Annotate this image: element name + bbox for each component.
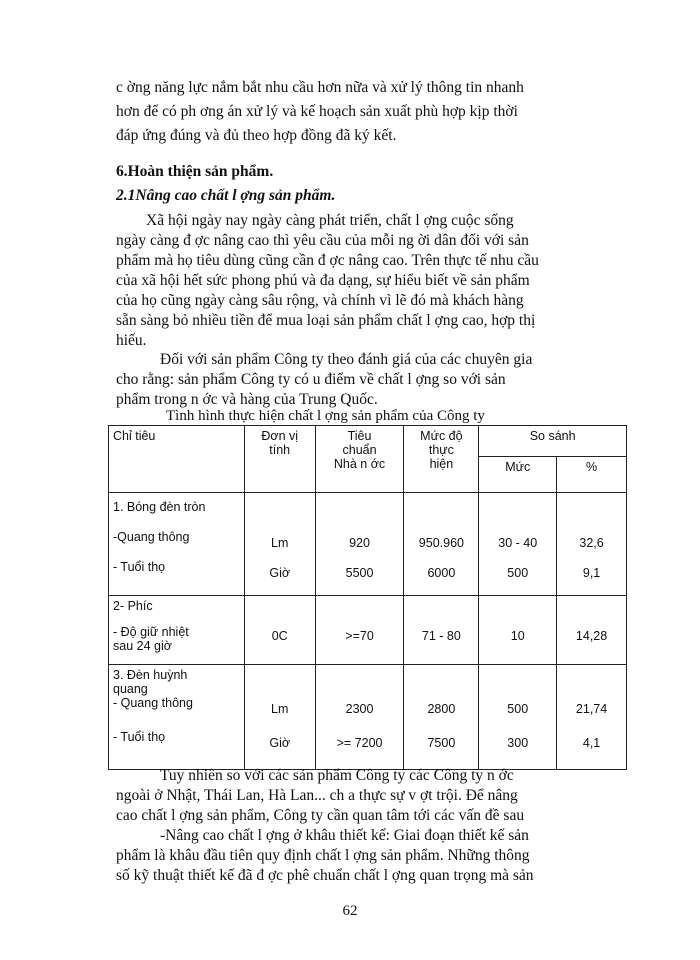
cell-unit: Lm Giờ [244,665,315,770]
table-caption: Tình hình thực hiện chất l ợng sản phẩm của Công ty [166,408,485,424]
paragraph-comparison [116,766,616,826]
cell-unit: Lm Giờ [244,493,315,596]
cell-standard: 920 5500 [315,493,404,596]
paragraph-design [116,826,616,886]
quality-table [108,425,627,770]
header-don-vi: Đơn vị tính [244,426,315,493]
text-line: cho rằng: sản phẩm Công ty có u điểm về chất l ợng so với sản [116,371,506,388]
text-line: ngày càng đ ợc nâng cao thì yêu cầu của mỗi ng ời dân đối với sản [116,232,529,249]
header-so-sanh: So sánh [479,426,627,457]
cell-pct: 21,74 4,1 [557,665,627,770]
text-line: Tuy nhiên so với các sản phẩm Công ty các Công ty n ớc [160,767,514,784]
text-line: của xã hội hết sức phong phú và đa dạng, sự hiểu biết về sản phẩm [116,272,530,289]
text-line: sẵn sàng bỏ nhiều tiền để mua loại sản phẩm chất l ợng cao, hợp thị [116,312,536,329]
text-line: Đối với sản phẩm Công ty theo đánh giá của các chuyên gia [160,351,533,368]
cell-diff: 10 [479,596,557,665]
table-row [109,596,627,665]
header-pct: % [557,457,627,493]
text-line: cao chất l ợng sản phẩm, Công ty cần quan tâm tới các vấn đề sau [116,807,525,824]
text-line: của họ cũng ngày càng sâu rộng, và chính vì lẽ đó mà khách hàng [116,292,524,309]
section-heading: 6.Hoàn thiện sản phẩm. [116,163,274,180]
text-line: ngoài ở Nhật, Thái Lan, Hà Lan... ch a thực sự v ợt trội. Để nâng [116,787,518,804]
cell-diff: 30 - 40 500 [479,493,557,596]
text-line: hơn để có ph ơng án xử lý và kế hoạch sản xuất phù hợp kịp thời [116,103,518,120]
text-line: Xã hội ngày nay ngày càng phát triển, chất l ợng cuộc sống [146,212,514,229]
text-line: phẩm là khâu đầu tiên quy định chất l ợng sản phẩm. Những thông [116,847,530,864]
header-muc: Mức [479,457,557,493]
header-muc-do: Mức độ thực hiện [404,426,479,493]
table-row [109,665,627,770]
row-label: 1. Bóng đèn tròn -Quang thông - Tuổi thọ [109,493,245,596]
text-line: -Nâng cao chất l ợng ở khâu thiết kế: Giai đoạn thiết kế sản [160,827,529,844]
table-row [109,493,627,596]
row-label: 2- Phíc - Độ giữ nhiệt sau 24 giờ [109,596,245,665]
text-line: đáp ứng đúng và đủ theo hợp đồng đã ký kết. [116,127,397,144]
cell-pct: 32,6 9,1 [557,493,627,596]
cell-pct: 14,28 [557,596,627,665]
cell-actual: 950.960 6000 [404,493,479,596]
cell-standard: >=70 [315,596,404,665]
text-line: c ờng năng lực nắm bắt nhu cầu hơn nữa và xử lý thông tin nhanh [116,79,524,96]
paragraph-quality [116,211,616,351]
cell-unit: 0C [244,596,315,665]
text-line: hiếu. [116,332,147,349]
paragraph-assessment [116,350,616,410]
text-line: phẩm trong n ớc và hàng của Trung Quốc. [116,391,378,408]
text-line: số kỹ thuật thiết kế đã đ ợc phê chuẩn chất l ợng quan trọng mà sản [116,867,534,884]
subsection-heading: 2.1Nâng cao chất l ợng sản phẩm. [116,187,336,204]
table-header-row [109,426,627,457]
cell-actual: 2800 7500 [404,665,479,770]
header-tieu-chuan: Tiêu chuẩn Nhà n ớc [315,426,404,493]
header-chi-tieu: Chỉ tiêu [109,426,245,493]
row-label: 3. Đèn huỳnh quang - Quang thông - Tuổi thọ [109,665,245,770]
paragraph-intro [116,78,616,146]
cell-actual: 71 - 80 [404,596,479,665]
cell-diff: 500 300 [479,665,557,770]
cell-standard: 2300 >= 7200 [315,665,404,770]
text-line: phẩm mà họ tiêu dùng cũng cần đ ợc nâng cao. Trên thực tế nhu cầu [116,252,539,269]
page-number: 62 [342,903,358,919]
